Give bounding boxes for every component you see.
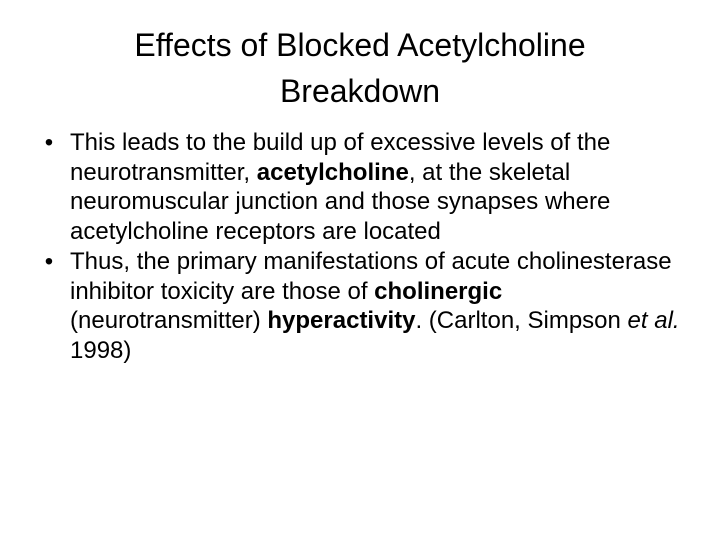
bullet-1-text-a: This leads to the build up of excessive levels of the neurotransmitter, xyxy=(70,129,611,186)
bullet-2-italic: et al. xyxy=(627,307,680,334)
slide-body xyxy=(36,128,686,366)
bullet-2-text-a: Thus, the primary manifestations of acute cholinesterase inhibitor toxicity are those of xyxy=(70,248,672,305)
bullet-2-bold-term-2: hyperactivity xyxy=(267,307,416,334)
slide-title xyxy=(60,22,660,114)
bullet-2-text-d: 1998) xyxy=(70,336,132,364)
bullet-item-2 xyxy=(36,247,686,365)
bullet-dot: • xyxy=(44,248,54,275)
bullet-dot: • xyxy=(44,129,54,156)
bullet-item-1 xyxy=(36,128,686,246)
title-line-1: Effects of Blocked Acetylcholine xyxy=(134,27,586,63)
bullet-2-bold-term-1: cholinergic xyxy=(374,277,503,305)
bullet-1-bold-term: acetylcholine xyxy=(256,158,409,186)
bullet-1-text-b: , at the skeletal neuromuscular junction and those synapses where acetylcholine receptors are located xyxy=(70,158,611,245)
bullet-2-text-b: (neurotransmitter) xyxy=(70,307,268,334)
title-line-2: Breakdown xyxy=(279,73,441,109)
bullet-2-text-c: . (Carlton, Simpson xyxy=(415,307,628,334)
